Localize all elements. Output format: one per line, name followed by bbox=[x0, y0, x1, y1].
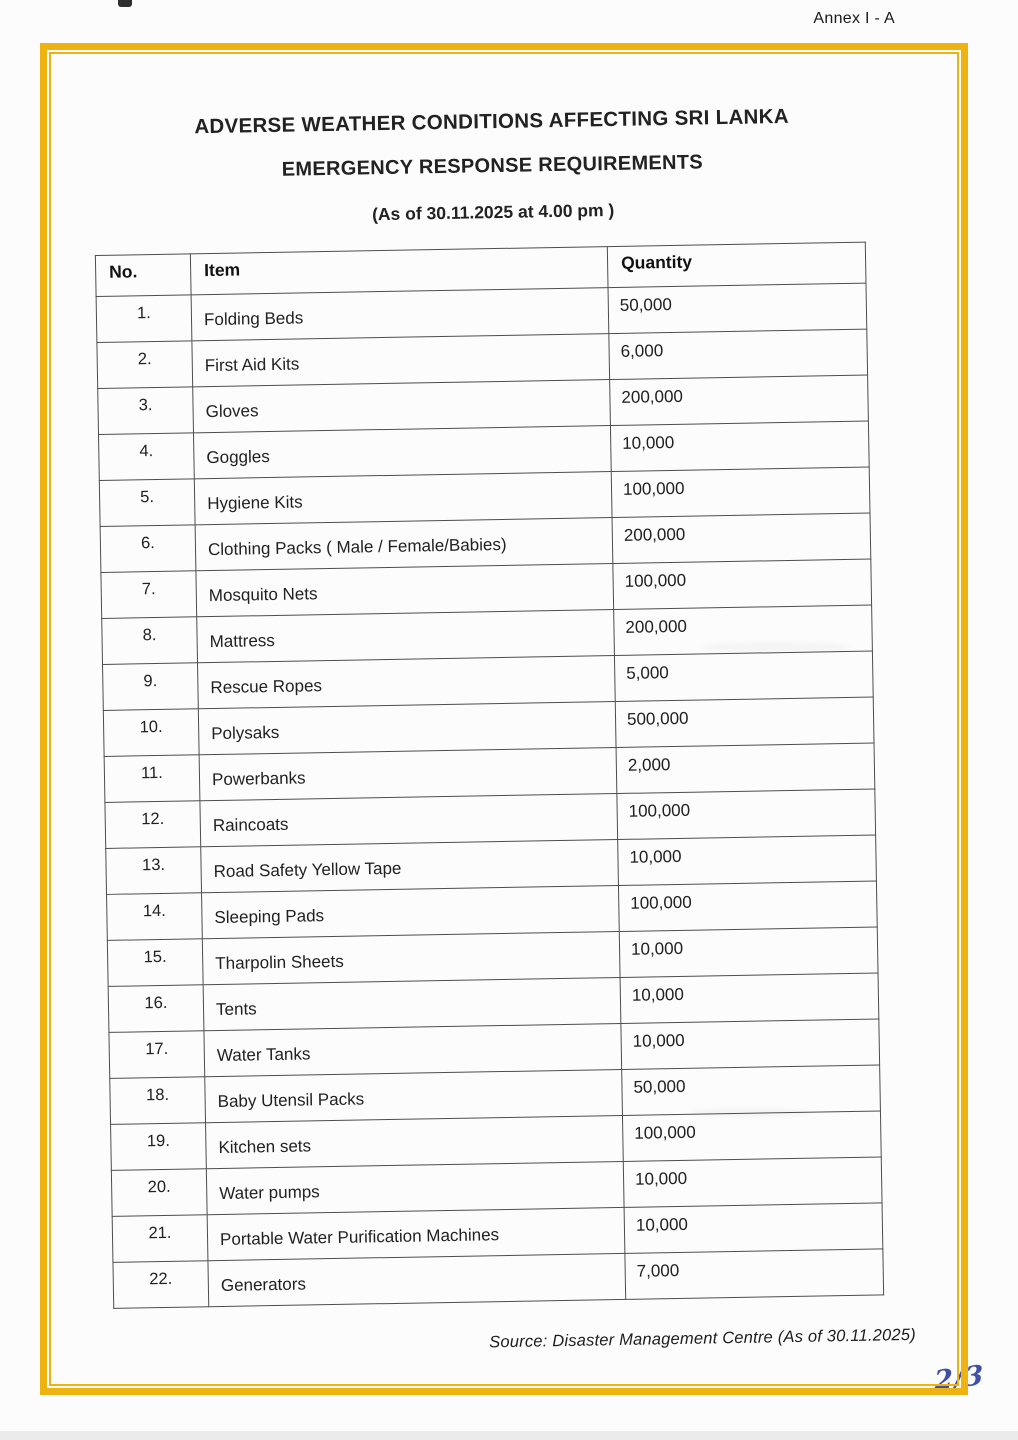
row-number-cell: 12. bbox=[105, 801, 201, 849]
item-name-cell: Raincoats bbox=[200, 794, 618, 847]
row-number-cell: 9. bbox=[103, 663, 199, 711]
quantity-cell: 500,000 bbox=[615, 697, 874, 747]
header-no: No. bbox=[95, 254, 191, 297]
item-name-cell: Tents bbox=[203, 977, 621, 1030]
row-number-cell: 2. bbox=[97, 341, 193, 389]
item-name-cell: Kitchen sets bbox=[206, 1115, 624, 1168]
row-number-cell: 7. bbox=[101, 571, 197, 619]
handwritten-page-number: 2/3 bbox=[933, 1359, 985, 1398]
quantity-cell: 200,000 bbox=[614, 605, 873, 655]
document-title-line1: ADVERSE WEATHER CONDITIONS AFFECTING SRI LANKA bbox=[194, 104, 790, 139]
item-name-cell: Portable Water Purification Machines bbox=[207, 1207, 625, 1260]
item-name-cell: Rescue Ropes bbox=[198, 656, 616, 709]
item-name-cell: Mattress bbox=[197, 610, 615, 663]
row-number-cell: 3. bbox=[98, 387, 194, 435]
annex-label: Annex I - A bbox=[813, 10, 895, 27]
quantity-cell: 10,000 bbox=[621, 1019, 880, 1069]
as-of-timestamp: (As of 30.11.2025 at 4.00 pm ) bbox=[371, 199, 615, 225]
row-number-cell: 21. bbox=[112, 1215, 208, 1263]
item-name-cell: Water pumps bbox=[206, 1161, 624, 1214]
quantity-cell: 10,000 bbox=[624, 1203, 883, 1253]
row-number-cell: 16. bbox=[108, 985, 204, 1033]
document-content bbox=[37, 44, 966, 1390]
quantity-cell: 100,000 bbox=[622, 1111, 881, 1161]
quantity-cell: 10,000 bbox=[620, 973, 879, 1023]
item-name-cell: Baby Utensil Packs bbox=[205, 1069, 623, 1122]
item-name-cell: Tharpolin Sheets bbox=[202, 931, 620, 984]
row-number-cell: 11. bbox=[104, 755, 200, 803]
quantity-cell: 50,000 bbox=[622, 1065, 881, 1115]
quantity-cell: 100,000 bbox=[611, 467, 870, 517]
item-name-cell: Folding Beds bbox=[191, 288, 609, 341]
item-name-cell: Mosquito Nets bbox=[196, 564, 614, 617]
row-number-cell: 10. bbox=[103, 709, 199, 757]
item-name-cell: Water Tanks bbox=[204, 1023, 622, 1076]
requirements-table bbox=[95, 242, 884, 1309]
row-number-cell: 17. bbox=[109, 1031, 205, 1079]
quantity-cell: 10,000 bbox=[618, 835, 877, 885]
item-name-cell: Polysaks bbox=[198, 702, 616, 755]
item-name-cell: First Aid Kits bbox=[192, 334, 610, 387]
row-number-cell: 14. bbox=[107, 893, 203, 941]
quantity-cell: 50,000 bbox=[608, 283, 867, 333]
quantity-cell: 100,000 bbox=[618, 881, 877, 931]
row-number-cell: 8. bbox=[102, 617, 198, 665]
scan-shadow-bottom bbox=[0, 1431, 1018, 1440]
quantity-cell: 10,000 bbox=[623, 1157, 882, 1207]
item-name-cell: Goggles bbox=[193, 426, 611, 479]
item-name-cell: Sleeping Pads bbox=[202, 885, 620, 938]
row-number-cell: 18. bbox=[110, 1077, 206, 1125]
item-name-cell: Generators bbox=[208, 1253, 626, 1306]
quantity-cell: 200,000 bbox=[612, 513, 871, 563]
scan-artifact-speck bbox=[118, 0, 132, 7]
source-note: Source: Disaster Management Centre (As of 30.11.2025) bbox=[489, 1325, 917, 1352]
quantity-cell: 2,000 bbox=[616, 743, 875, 793]
row-number-cell: 6. bbox=[100, 525, 196, 573]
document-title-line2: EMERGENCY RESPONSE REQUIREMENTS bbox=[281, 151, 704, 181]
item-name-cell: Road Safety Yellow Tape bbox=[201, 840, 619, 893]
quantity-cell: 10,000 bbox=[619, 927, 878, 977]
row-number-cell: 5. bbox=[99, 479, 195, 527]
quantity-cell: 200,000 bbox=[610, 375, 869, 425]
row-number-cell: 15. bbox=[107, 939, 203, 987]
item-name-cell: Clothing Packs ( Male / Female/Babies) bbox=[195, 518, 613, 571]
quantity-cell: 6,000 bbox=[609, 329, 868, 379]
item-name-cell: Gloves bbox=[193, 380, 611, 433]
quantity-cell: 100,000 bbox=[617, 789, 876, 839]
header-item: Item bbox=[190, 247, 608, 295]
quantity-cell: 10,000 bbox=[610, 421, 869, 471]
row-number-cell: 13. bbox=[106, 847, 202, 895]
gold-page-frame bbox=[40, 43, 968, 1395]
row-number-cell: 1. bbox=[96, 295, 192, 343]
row-number-cell: 19. bbox=[111, 1123, 207, 1171]
item-name-cell: Powerbanks bbox=[199, 748, 617, 801]
quantity-cell: 7,000 bbox=[625, 1249, 884, 1299]
row-number-cell: 20. bbox=[111, 1169, 207, 1217]
quantity-cell: 100,000 bbox=[613, 559, 872, 609]
row-number-cell: 4. bbox=[99, 433, 195, 481]
quantity-cell: 5,000 bbox=[614, 651, 873, 701]
item-name-cell: Hygiene Kits bbox=[194, 472, 612, 525]
header-quantity: Quantity bbox=[607, 242, 866, 287]
requirements-table-body bbox=[96, 283, 884, 1308]
row-number-cell: 22. bbox=[113, 1261, 209, 1309]
